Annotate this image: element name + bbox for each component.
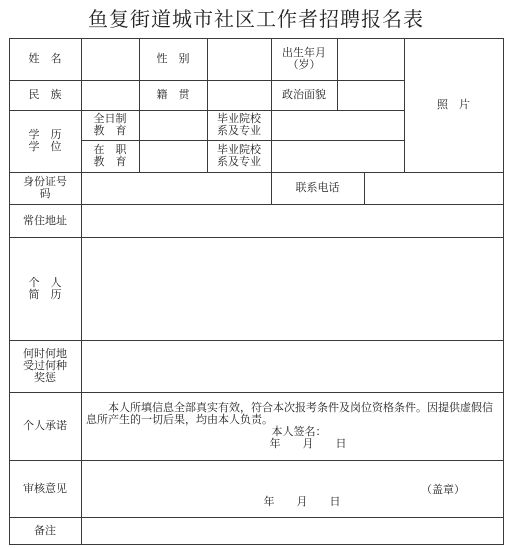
phone-label: 联系电话 [295, 181, 340, 194]
native-place-field[interactable] [207, 80, 271, 110]
awards-label-line2: 受过何种 [23, 359, 67, 372]
inservice-label [81, 140, 139, 172]
inservice-school-label-line1: 毕业院校 [217, 143, 261, 156]
fulltime-school-field[interactable] [271, 110, 404, 140]
ethnicity-label: 民 族 [28, 88, 62, 101]
gender-field[interactable] [207, 38, 271, 80]
grid-line [9, 544, 504, 545]
inservice-label-line2: 教 育 [93, 155, 127, 168]
form-title: 鱼复街道城市社区工作者招聘报名表 [88, 7, 424, 31]
commitment-date: 年 月 日 [269, 437, 347, 450]
education-label-line1: 学 历 [28, 128, 62, 141]
registration-form [9, 38, 504, 545]
resume-label [9, 237, 81, 340]
gender-label: 性 别 [156, 52, 190, 65]
fulltime-label [81, 110, 139, 140]
commitment-text: 本人所填信息全部真实有效，符合本次报考条件及岗位资格条件。因提供虚假信息所产生的一切后果，均由本人负责。 [86, 401, 493, 426]
birth-field[interactable] [337, 38, 404, 80]
birth-label-line2: （岁） [287, 58, 321, 71]
fulltime-school-label [207, 110, 271, 140]
awards-label-line3: 奖惩 [34, 371, 56, 384]
resume-field[interactable] [81, 237, 503, 340]
political-status-field[interactable] [337, 80, 404, 110]
birth-label [271, 38, 337, 80]
fulltime-label-line1: 全日制 [93, 112, 127, 125]
fulltime-school-label-line2: 系及专业 [217, 124, 261, 137]
inservice-school-label-line2: 系及专业 [217, 155, 261, 168]
review-seal: （盖章） [421, 483, 465, 496]
education-label [9, 110, 81, 172]
photo-box[interactable] [404, 38, 503, 172]
birth-label-line1: 出生年月 [282, 46, 326, 59]
photo-label: 照 片 [437, 98, 470, 111]
signature-label: 本人签名： [271, 425, 327, 438]
remarks-field[interactable] [81, 517, 503, 544]
remarks-label: 备注 [34, 523, 56, 537]
resume-label-line1: 个 人 [28, 275, 62, 289]
awards-label-line1: 何时何地 [23, 347, 67, 360]
address-field[interactable] [81, 204, 503, 237]
id-number-label [9, 172, 81, 204]
review-date: 年 月 日 [263, 495, 341, 508]
awards-field[interactable] [81, 340, 503, 392]
education-label-line2: 学 位 [28, 140, 62, 153]
name-label: 姓 名 [28, 52, 62, 65]
ethnicity-field[interactable] [81, 80, 139, 110]
id-number-label-line2: 码 [39, 187, 51, 200]
review-label: 审核意见 [23, 481, 67, 495]
awards-label [9, 340, 81, 392]
political-status-label: 政治面貌 [282, 88, 326, 101]
id-number-field[interactable] [81, 172, 271, 204]
inservice-school-field[interactable] [271, 140, 404, 172]
inservice-degree-field[interactable] [139, 140, 207, 172]
name-field[interactable] [81, 38, 139, 80]
fulltime-degree-field[interactable] [139, 110, 207, 140]
grid-line [503, 38, 504, 545]
grid-line [9, 392, 504, 393]
fulltime-label-line2: 教 育 [93, 124, 127, 137]
commitment-label: 个人承诺 [23, 419, 67, 432]
address-label: 常住地址 [23, 213, 67, 227]
inservice-label-line1: 在 职 [93, 143, 127, 156]
phone-field[interactable] [364, 172, 503, 204]
inservice-school-label [207, 140, 271, 172]
native-place-label: 籍 贯 [156, 88, 190, 101]
id-number-label-line1: 身份证号 [23, 175, 67, 188]
fulltime-school-label-line1: 毕业院校 [217, 112, 261, 125]
resume-label-line2: 简 历 [28, 287, 62, 301]
